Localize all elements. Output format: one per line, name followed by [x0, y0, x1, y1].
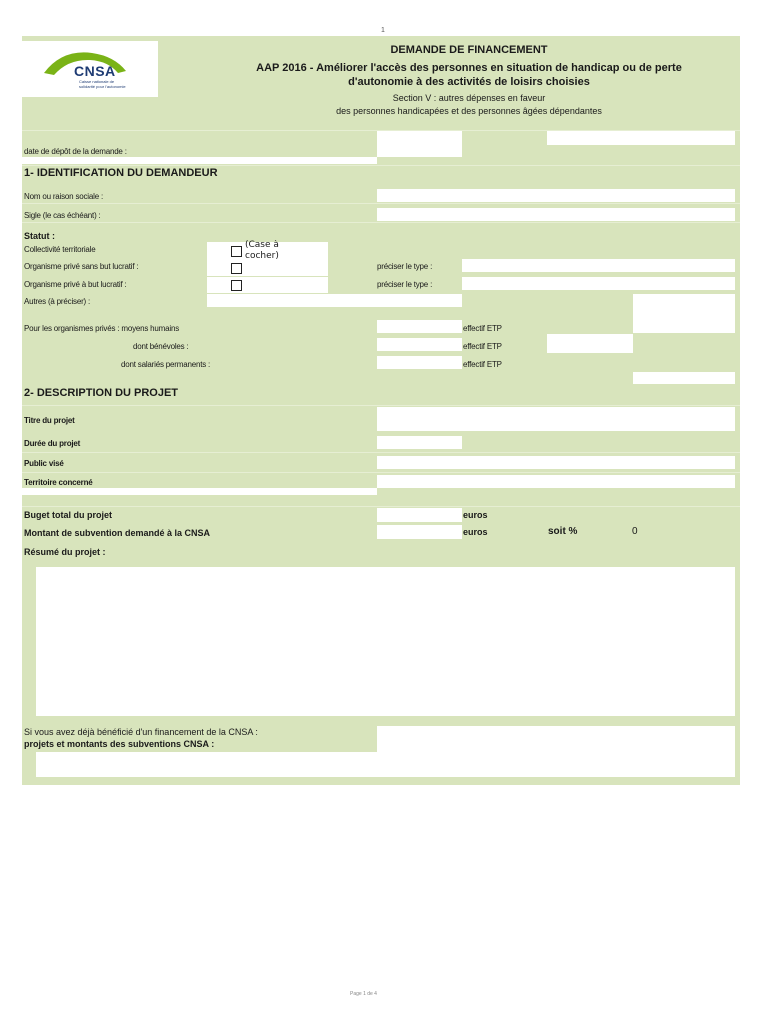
- budget-label: Buget total du projet: [24, 510, 112, 520]
- preciser-type-label-1: préciser le type :: [377, 262, 433, 271]
- moyens-humains-field[interactable]: [377, 320, 462, 333]
- benevoles-label: dont bénévoles :: [133, 342, 189, 351]
- prive-lucratif-checkbox[interactable]: [231, 280, 242, 291]
- form-subtitle-line2: d'autonomie à des activités de loisirs choisies: [348, 76, 590, 88]
- duree-label: Durée du projet: [24, 439, 81, 448]
- sigle-label: Sigle (le cas échéant) :: [24, 211, 101, 220]
- territoire-field[interactable]: [377, 475, 735, 488]
- section1-title: 1- IDENTIFICATION DU DEMANDEUR: [24, 167, 218, 179]
- projets-montants-field[interactable]: [36, 752, 735, 777]
- autres-extra-field[interactable]: [633, 294, 735, 333]
- euros-label-1: euros: [463, 510, 488, 520]
- page-marker-top: 1: [381, 27, 385, 34]
- section-line2: des personnes handicapées et des personnes âgées dépendantes: [336, 106, 602, 116]
- date-depot-field[interactable]: [377, 131, 462, 157]
- row-divider: [22, 506, 740, 507]
- preciser-type-field-2[interactable]: [462, 277, 735, 290]
- case-a-cocher-note: (Case à cocher): [245, 240, 279, 260]
- row-divider: [22, 165, 740, 166]
- sigle-field[interactable]: [377, 208, 735, 221]
- montant-label: Montant de subvention demandé à la CNSA: [24, 528, 211, 538]
- etp-label-2: effectif ETP: [463, 342, 502, 351]
- row-divider: [22, 405, 740, 406]
- statut-label: Statut :: [24, 231, 55, 241]
- nom-label: Nom ou raison sociale :: [24, 192, 103, 201]
- deja-beneficie-label: Si vous avez déjà bénéficié d'un financement de la CNSA :: [24, 727, 258, 737]
- projets-montants-label: projets et montants des subventions CNSA :: [24, 739, 215, 749]
- prive-lucratif-cell: [207, 277, 328, 293]
- euros-label-2: euros: [463, 527, 488, 537]
- salaries-etp-field[interactable]: [633, 372, 735, 384]
- montant-field[interactable]: [377, 525, 462, 539]
- prive-non-lucratif-checkbox[interactable]: [231, 263, 242, 274]
- duree-field[interactable]: [377, 436, 462, 449]
- nom-field[interactable]: [377, 189, 735, 202]
- budget-field[interactable]: [377, 508, 462, 522]
- collectivite-checkbox[interactable]: [231, 246, 242, 257]
- territoire-spacer-field: [22, 488, 377, 495]
- prive-non-lucratif-cell: [207, 261, 328, 276]
- logo-tagline-2: solidarité pour l'autonomie: [79, 84, 126, 89]
- territoire-label: Territoire concerné: [24, 478, 93, 487]
- date-spacer-field: [22, 157, 377, 164]
- form-subtitle-line1: AAP 2016 - Améliorer l'accès des personnes en situation de handicap ou de perte: [256, 62, 682, 74]
- header-extra-field[interactable]: [547, 131, 735, 145]
- prive-non-lucratif-label: Organisme privé sans but lucratif :: [24, 262, 139, 271]
- logo-text: CNSA: [74, 63, 116, 79]
- etp-label-1: effectif ETP: [463, 324, 502, 333]
- autres-label: Autres (à préciser) :: [24, 297, 91, 306]
- resume-label: Résumé du projet :: [24, 547, 106, 557]
- projets-montants-field-top[interactable]: [377, 726, 735, 752]
- logo-tagline: [79, 79, 126, 89]
- row-divider: [22, 222, 740, 223]
- date-depot-label: date de dépôt de la demande :: [24, 147, 127, 156]
- moyens-humains-label: Pour les organismes privés : moyens humains: [24, 324, 180, 333]
- row-divider: [22, 203, 740, 204]
- row-divider: [22, 472, 740, 473]
- soit-pourcent-label: soit %: [548, 526, 578, 537]
- benevoles-field[interactable]: [377, 338, 462, 351]
- salaries-label: dont salariés permanents :: [121, 360, 211, 369]
- public-label: Public visé: [24, 459, 64, 468]
- soit-pourcent-value: 0: [632, 526, 638, 537]
- preciser-type-field-1[interactable]: [462, 259, 735, 272]
- section2-title: 2- DESCRIPTION DU PROJET: [24, 387, 179, 399]
- resume-textarea[interactable]: [36, 567, 735, 716]
- collectivite-label: Collectivité territoriale: [24, 245, 96, 254]
- prive-lucratif-label: Organisme privé à but lucratif :: [24, 280, 127, 289]
- logo-tagline-1: Caisse nationale de: [79, 79, 115, 84]
- salaries-field[interactable]: [377, 356, 462, 369]
- public-field[interactable]: [377, 456, 735, 469]
- cnsa-logo: [22, 41, 158, 97]
- titre-field[interactable]: [377, 407, 735, 431]
- autres-field[interactable]: [207, 294, 462, 307]
- preciser-type-label-2: préciser le type :: [377, 280, 433, 289]
- page-marker-bottom: Page 1 de 4: [350, 991, 377, 997]
- row-divider: [22, 452, 740, 453]
- section-line1: Section V : autres dépenses en faveur: [392, 93, 546, 103]
- etp-label-3: effectif ETP: [463, 360, 502, 369]
- benevoles-etp-field[interactable]: [547, 334, 633, 353]
- titre-label: Titre du projet: [24, 416, 75, 425]
- form-title: DEMANDE DE FINANCEMENT: [390, 44, 548, 56]
